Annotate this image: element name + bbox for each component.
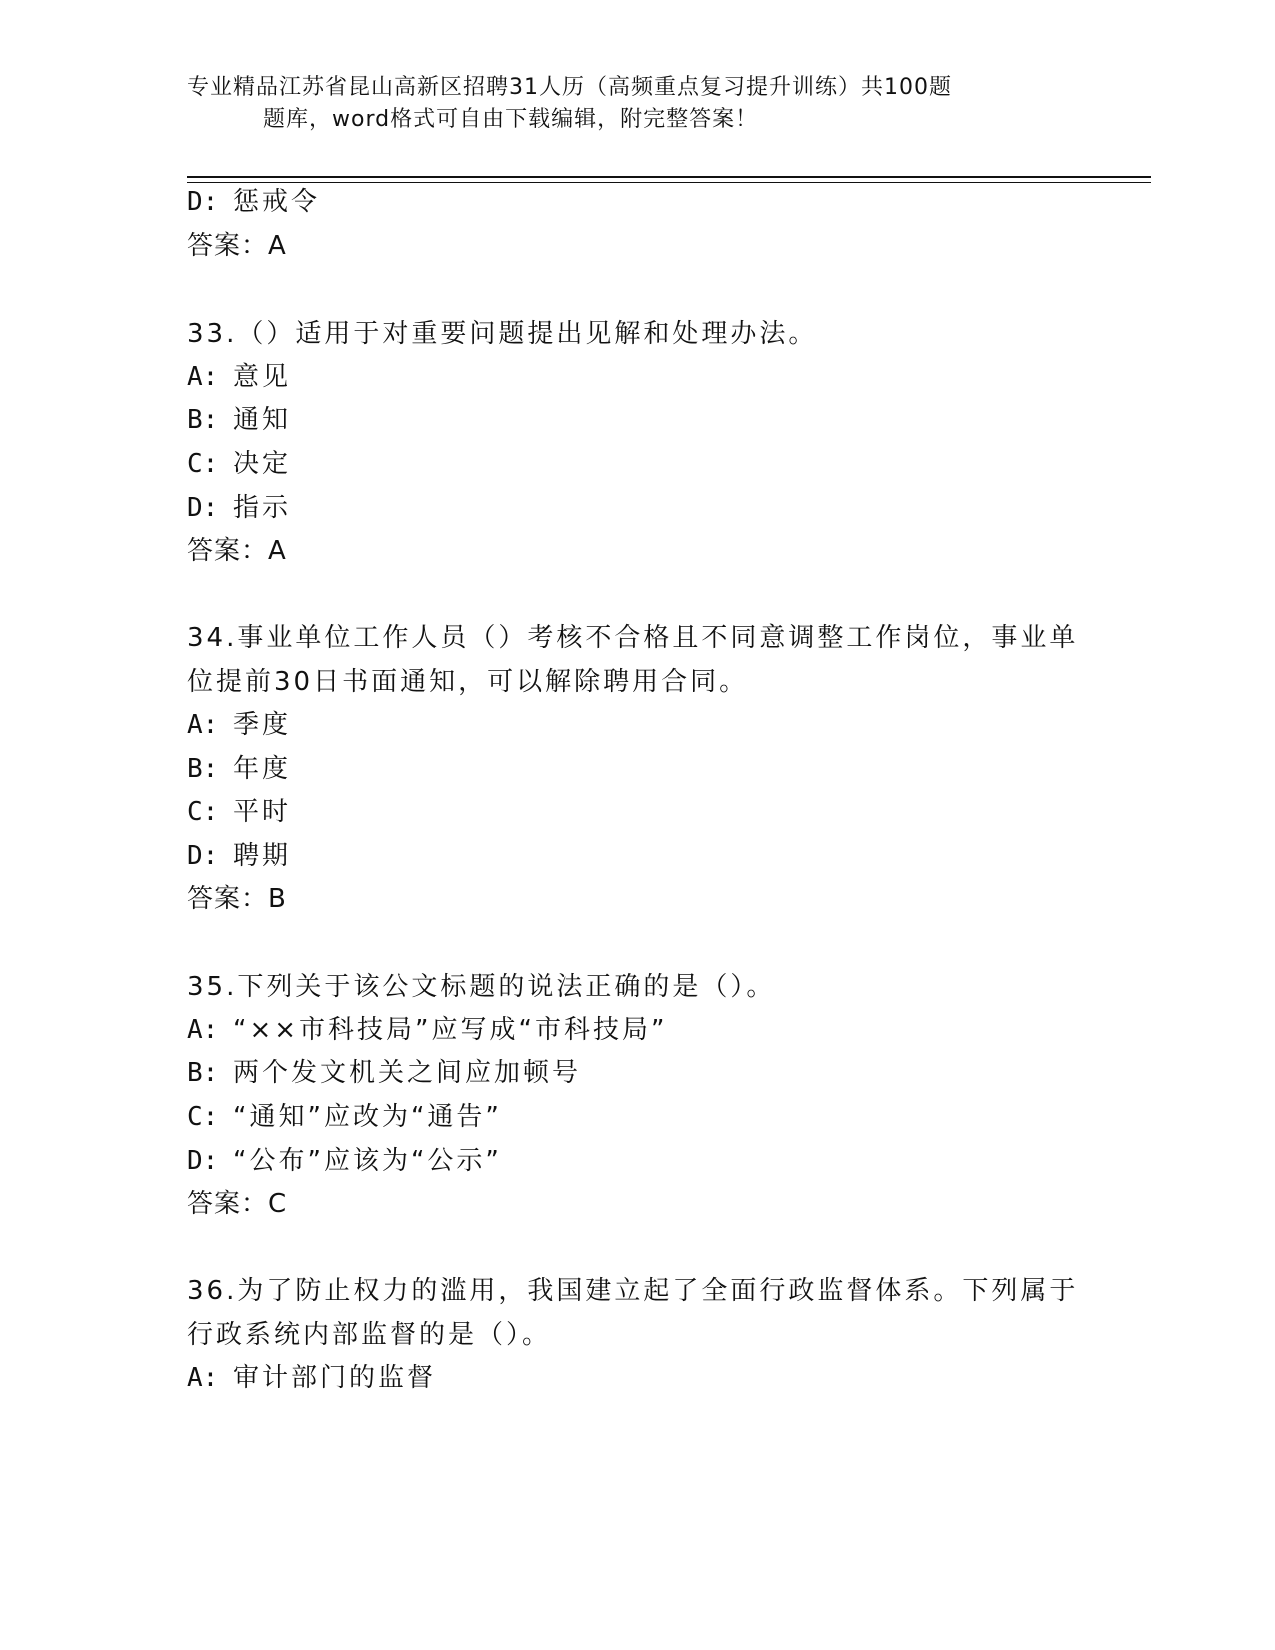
option-c: C: “通知”应改为“通告” (187, 1102, 502, 1132)
option-d: D: 指示 (187, 493, 292, 523)
header-divider-thick (187, 176, 1151, 178)
option-a: A: 意见 (187, 362, 292, 392)
question-stem-line2: 位提前30日书面通知，可以解除聘用合同。 (187, 667, 749, 697)
option-b: B: 年度 (187, 754, 292, 784)
question-stem-line2: 行政系统内部监督的是（）。 (187, 1320, 552, 1350)
answer-label: 答案：C (187, 1189, 288, 1219)
header-title-line1: 专业精品江苏省昆山高新区招聘31人历（高频重点复习提升训练）共100题 (187, 75, 952, 100)
option-b: B: 两个发文机关之间应加顿号 (187, 1058, 582, 1088)
question-stem: 33.（）适用于对重要问题提出见解和处理办法。 (187, 319, 818, 349)
answer-label: 答案：A (187, 231, 287, 261)
option-a: A: 审计部门的监督 (187, 1363, 437, 1393)
question-stem-line1: 36.为了防止权力的滥用，我国建立起了全面行政监督体系。下列属于 (187, 1276, 1079, 1306)
option-c: C: 平时 (187, 797, 292, 827)
option-d: D: 惩戒令 (187, 187, 321, 217)
option-d: D: 聘期 (187, 841, 292, 871)
question-stem-line1: 34.事业单位工作人员（）考核不合格且不同意调整工作岗位，事业单 (187, 623, 1079, 653)
header-divider-thin (187, 182, 1151, 183)
page-header (187, 72, 1067, 136)
option-a: A: “××市科技局”应写成“市科技局” (187, 1015, 668, 1045)
option-c: C: 决定 (187, 449, 292, 479)
question-stem: 35.下列关于该公文标题的说法正确的是（）。 (187, 972, 776, 1002)
answer-label: 答案：A (187, 536, 287, 566)
option-a: A: 季度 (187, 710, 292, 740)
option-d: D: “公布”应该为“公示” (187, 1146, 502, 1176)
answer-label: 答案：B (187, 884, 287, 914)
option-b: B: 通知 (187, 405, 292, 435)
header-title-line2: 题库，word格式可自由下载编辑，附完整答案！ (263, 107, 759, 132)
